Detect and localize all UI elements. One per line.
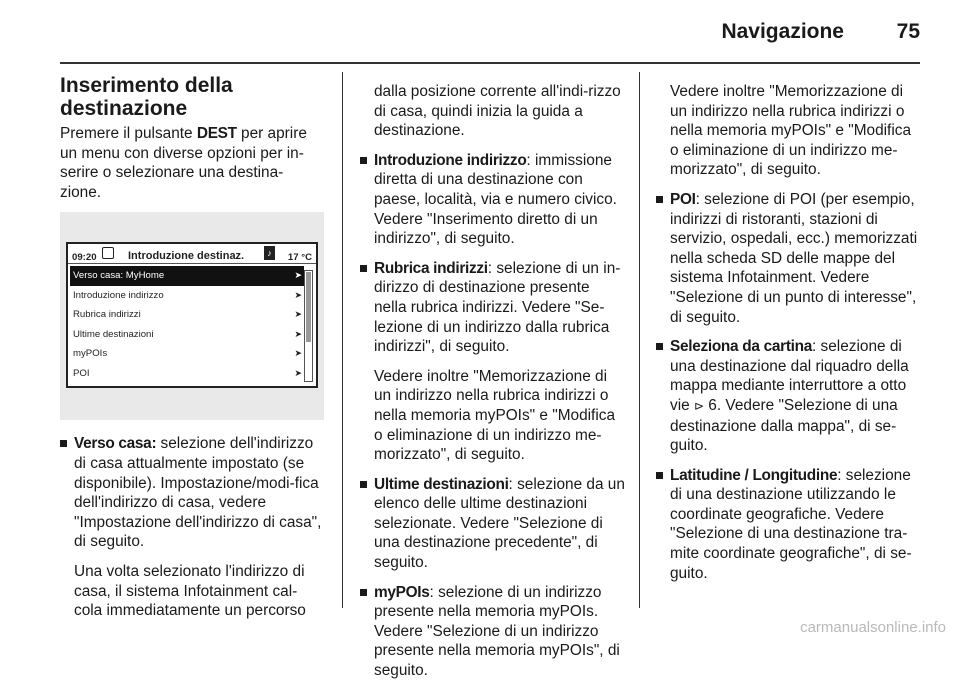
navigation-icon bbox=[102, 247, 114, 259]
column-divider-1 bbox=[342, 72, 343, 608]
menu-item-rubrica-indirizzi[interactable]: Rubrica indirizzi ➤ bbox=[70, 305, 304, 325]
page-number: 75 bbox=[896, 20, 920, 43]
chevron-right-icon: ➤ bbox=[294, 367, 302, 378]
chevron-right-icon: ➤ bbox=[294, 270, 302, 281]
screen-status-bar bbox=[68, 244, 316, 264]
chevron-right-icon: ➤ bbox=[294, 348, 302, 359]
screen-figure bbox=[60, 212, 324, 420]
infotainment-screen bbox=[66, 242, 318, 388]
bullet-verso-casa: Verso casa: selezione dell'indirizzo di casa attualmente impostato (se disponibile). Impostazione/modi-fica dell'indirizzo di casa, vedere "Impostazione dell'indirizzo di casa", di seguito. bbox=[60, 434, 324, 552]
column-divider-2 bbox=[639, 72, 640, 608]
bullet-poi: POI: selezione di POI (per esempio, indirizzi di ristoranti, stazioni di servizio, ospedali, ecc.) memorizzati nella scheda SD delle mappe del sistema Infotainment. Vedere "Selezione di un punto di interesse", di seguito. bbox=[656, 190, 922, 327]
paragraph-continuation-2: Vedere inoltre "Memorizzazione di un indirizzo nella rubrica indirizzi o nella memoria myPOIs" e "Modifica o eliminazione di un indirizzo me-morizzato", di seguito. bbox=[670, 83, 912, 179]
screen-menu-list bbox=[70, 266, 304, 383]
paragraph-rubrica-detail: Vedere inoltre "Memorizzazione di un indirizzo nella rubrica indirizzi o nella memoria myPOIs" e "Modifica o eliminazione di un indirizzo me-morizzato", di seguito. bbox=[374, 367, 616, 464]
bullet-introduzione-indirizzo: Introduzione indirizzo: immissione diretta di una destinazione con paese, località, via e numero civico. Vedere "Inserimento diretto di un indirizzo", di seguito. bbox=[360, 151, 626, 249]
intro-paragraph: Premere il pulsante DEST per aprire un menu con diverse opzioni per in-serire o selezionare una destina-zione. bbox=[60, 125, 307, 201]
column-2 bbox=[360, 82, 626, 691]
screen-scrollbar[interactable] bbox=[304, 270, 313, 382]
screen-temperature: 17 °C bbox=[287, 252, 312, 264]
chevron-right-icon: ➤ bbox=[294, 328, 302, 339]
chevron-right-icon: ➤ bbox=[294, 289, 302, 300]
bullet-rubrica-indirizzi: Rubrica indirizzi: selezione di un in-dirizzo di destinazione presente nella rubrica indirizzi. Vedere "Se-lezione di un indirizzo dalla rubrica indirizzi", di seguito. bbox=[360, 259, 626, 357]
menu-item-verso-casa[interactable]: Verso casa: MyHome ➤ bbox=[70, 266, 304, 286]
menu-item-mypois[interactable]: myPOIs ➤ bbox=[70, 344, 304, 364]
music-note-icon: ♪ bbox=[264, 246, 275, 260]
bullet-mypois: myPOIs: selezione di un indirizzo presente nella memoria myPOIs. Vedere "Selezione di un indirizzo presente nella memoria myPOIs", di seguito. bbox=[360, 583, 626, 681]
column-1 bbox=[60, 74, 324, 631]
watermark: carmanualsonline.info bbox=[800, 619, 946, 636]
page-header-title: Navigazione bbox=[721, 20, 844, 43]
menu-item-poi[interactable]: POI ➤ bbox=[70, 364, 304, 384]
paragraph-verso-casa-detail: Una volta selezionato l'indirizzo di casa, il sistema Infotainment cal-cola immediatamente un percorso bbox=[74, 562, 306, 620]
page-reference[interactable]: 6 bbox=[708, 396, 717, 414]
paragraph-continuation: dalla posizione corrente all'indi-rizzo di casa, quindi inizia la guida a destinazione. bbox=[374, 83, 621, 140]
header-rule bbox=[60, 62, 920, 64]
bullet-ultime-destinazioni: Ultime destinazioni: selezione da un elenco delle ultime destinazioni selezionate. Vedere "Selezione di una destinazione precedente", di seguito. bbox=[360, 475, 626, 573]
scrollbar-thumb[interactable] bbox=[306, 272, 311, 342]
menu-item-introduzione-indirizzo[interactable]: Introduzione indirizzo ➤ bbox=[70, 286, 304, 306]
chevron-right-icon: ➤ bbox=[294, 309, 302, 320]
bullet-seleziona-da-cartina: Seleziona da cartina: selezione di una destinazione dal riquadro della mappa mediante interruttore a otto vie ⊳ 6. Vedere "Selezione di una destinazione dalla mappa", di se-guito. bbox=[656, 337, 922, 456]
page-reference-icon: ⊳ bbox=[693, 398, 705, 413]
screen-title: Introduzione destinaz. bbox=[128, 250, 245, 263]
page-header bbox=[60, 14, 920, 60]
column-3 bbox=[656, 82, 922, 593]
bullet-latitudine-longitudine: Latitudine / Longitudine: selezione di una destinazione utilizzando le coordinate geografiche. Vedere "Selezione di una destinazione tra-mite coordinate geografiche", di se-guito. bbox=[656, 466, 922, 584]
dest-key: DEST bbox=[196, 125, 237, 142]
screen-time: 09:20 bbox=[72, 252, 97, 264]
section-title: Inserimento della destinazione bbox=[60, 74, 233, 120]
menu-item-ultime-destinazioni[interactable]: Ultime destinazioni ➤ bbox=[70, 325, 304, 345]
